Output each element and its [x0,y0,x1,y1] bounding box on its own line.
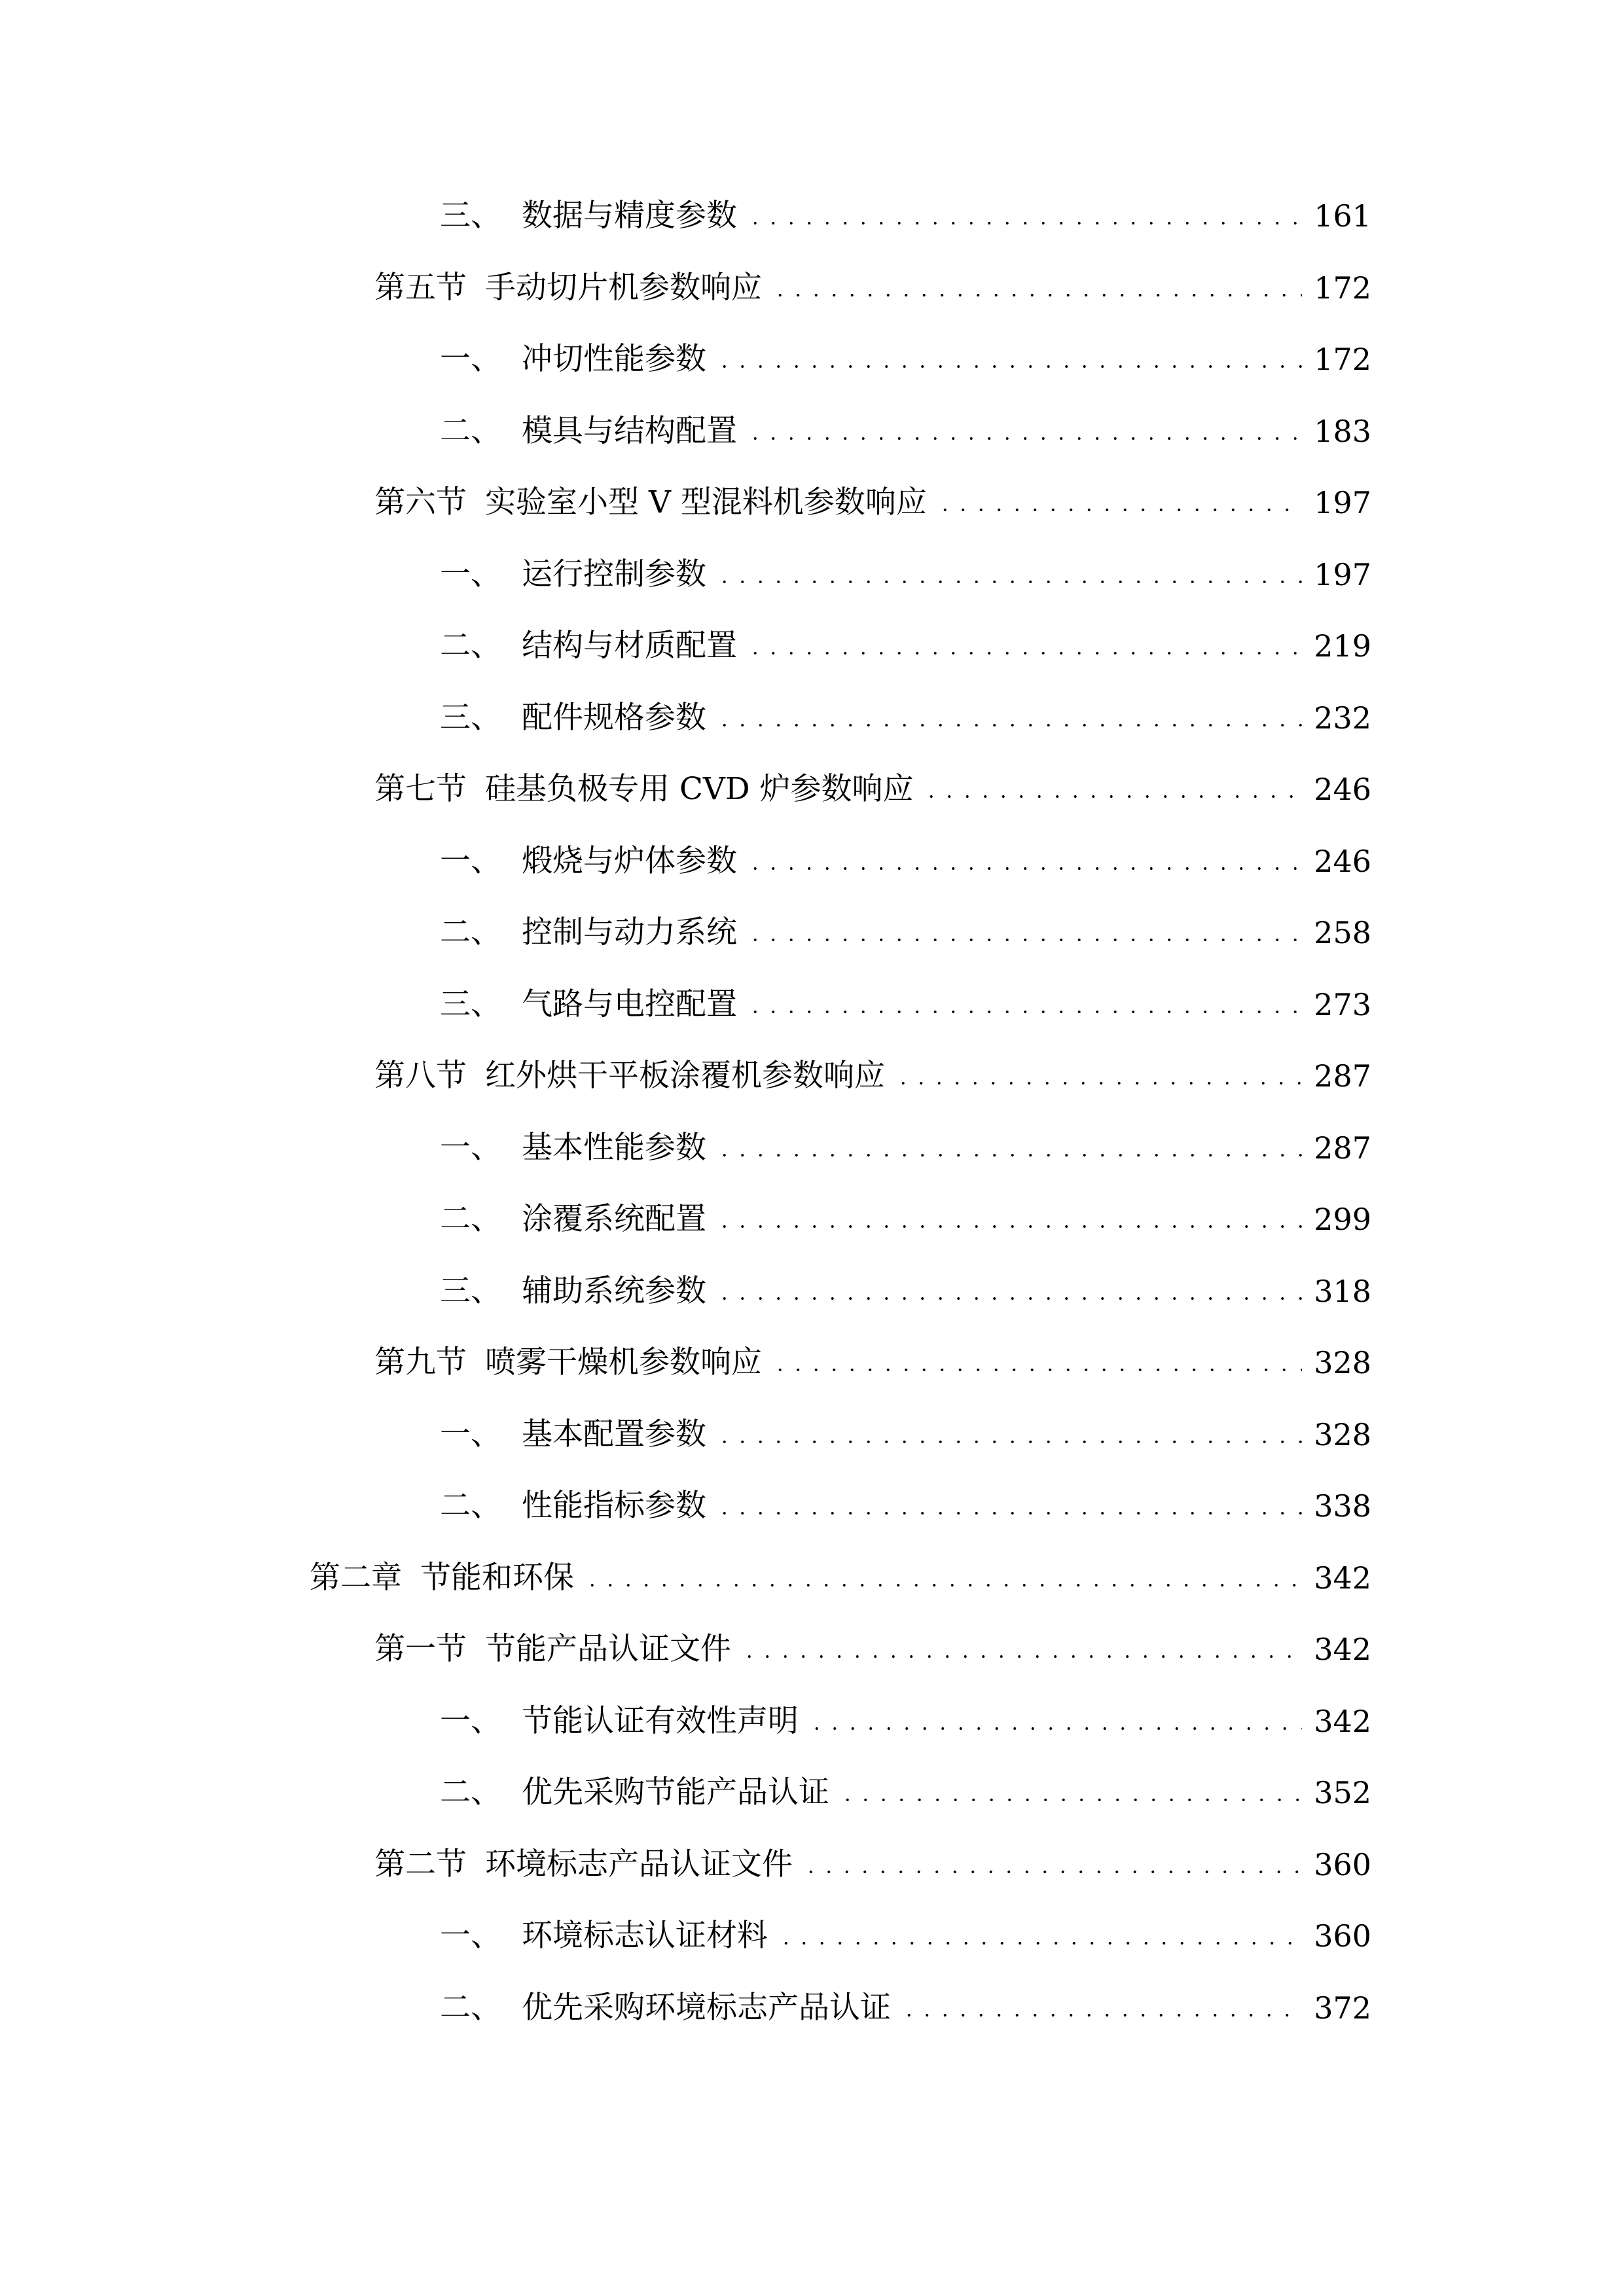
dot-leader [746,1011,1302,1013]
dot-leader [746,652,1302,655]
toc-entry-number: 二、 [440,413,501,449]
toc-entry[interactable] [440,620,1371,672]
toc-entry-title: 数据与精度参数 [522,198,737,234]
toc-entry-page-number: 172 [1314,270,1371,306]
toc-entry-page-number: 197 [1314,557,1371,592]
toc-entry-page-number: 360 [1314,1918,1371,1954]
toc-entry[interactable] [440,1193,1371,1246]
toc-entry-title: 配件规格参数 [522,700,706,736]
toc-entry-title: 喷雾干燥机参数响应 [485,1344,762,1380]
toc-entry-number: 第五节 [374,270,467,306]
toc-entry-page-number: 342 [1314,1560,1371,1596]
toc-entry-page-number: 232 [1314,700,1371,736]
toc-entry-title: 手动切片机参数响应 [485,270,762,306]
toc-entry-title: 控制与动力系统 [522,914,737,950]
toc-entry[interactable] [440,1910,1371,1962]
toc-entry[interactable] [374,262,1371,314]
dot-leader [715,1154,1302,1157]
toc-entry-title: 优先采购节能产品认证 [522,1774,829,1810]
toc-entry-title: 结构与材质配置 [522,628,737,664]
toc-entry-number: 第二节 [374,1846,467,1882]
toc-entry[interactable] [440,1408,1371,1461]
dot-leader [746,222,1302,224]
toc-entry-title: 节能产品认证文件 [485,1631,731,1667]
dot-leader [746,939,1302,941]
dot-leader [715,1512,1302,1515]
toc-entry-number: 第九节 [374,1344,467,1380]
toc-entry-title: 辅助系统参数 [522,1273,706,1309]
toc-entry-number: 三、 [440,700,501,736]
toc-entry-page-number: 183 [1314,414,1371,449]
toc-entry-number: 一、 [440,1918,501,1954]
toc-entry-number: 一、 [440,341,501,377]
toc-entry-title: 涂覆系统配置 [522,1201,706,1237]
toc-entry-number: 二、 [440,1201,501,1237]
dot-leader [715,724,1302,726]
dot-leader [802,1871,1302,1873]
dot-leader [715,365,1302,368]
toc-entry-title: 基本配置参数 [522,1416,706,1452]
toc-entry-title: 红外烘干平板涂覆机参数响应 [485,1058,885,1094]
toc-entry-number: 三、 [440,1273,501,1309]
toc-entry-page-number: 328 [1314,1417,1371,1452]
toc-entry[interactable] [440,190,1371,242]
toc-entry-title: 实验室小型 V 型混料机参数响应 [485,484,927,520]
toc-entry-number: 第六节 [374,484,467,520]
dot-leader [740,1655,1302,1658]
toc-entry-page-number: 287 [1314,1130,1371,1166]
toc-entry[interactable] [374,763,1371,816]
toc-entry-page-number: 287 [1314,1058,1371,1094]
dot-leader [777,1942,1302,1945]
toc-entry-number: 一、 [440,843,501,879]
dot-leader [808,1727,1302,1730]
dot-leader [715,1441,1302,1443]
toc-entry-title: 气路与电控配置 [522,986,737,1022]
toc-entry[interactable] [440,1265,1371,1318]
dot-leader [746,437,1302,440]
toc-entry-page-number: 342 [1314,1632,1371,1667]
toc-entry-number: 第八节 [374,1058,467,1094]
toc-entry-title: 模具与结构配置 [522,413,737,449]
toc-entry-page-number: 246 [1314,772,1371,807]
toc-entry-number: 一、 [440,1703,501,1739]
toc-entry-number: 一、 [440,1130,501,1166]
toc-entry-number: 二、 [440,1774,501,1810]
toc-entry[interactable] [440,1122,1371,1174]
toc-entry-page-number: 360 [1314,1847,1371,1882]
toc-entry-page-number: 318 [1314,1274,1371,1309]
toc-entry-page-number: 246 [1314,844,1371,879]
toc-entry[interactable] [440,333,1371,386]
toc-entry-page-number: 338 [1314,1488,1371,1524]
toc-entry-page-number: 273 [1314,987,1371,1022]
dot-leader [900,2014,1302,2017]
toc-entry-title: 硅基负极专用 CVD 炉参数响应 [485,771,914,807]
toc-entry[interactable] [374,1336,1371,1389]
toc-entry-number: 二、 [440,628,501,664]
toc-entry[interactable] [440,978,1371,1031]
toc-entry-title: 基本性能参数 [522,1130,706,1166]
toc-entry-page-number: 258 [1314,915,1371,950]
dot-leader [715,1297,1302,1300]
toc-entry[interactable] [440,1695,1371,1748]
toc-entry-number: 二、 [440,1488,501,1524]
dot-leader [771,294,1302,296]
toc-entry-page-number: 372 [1314,1990,1371,2026]
toc-entry-title: 环境标志产品认证文件 [485,1846,793,1882]
toc-entry-number: 三、 [440,986,501,1022]
toc-entry-number: 二、 [440,914,501,950]
toc-entry-title: 节能认证有效性声明 [522,1703,799,1739]
dot-leader [839,1799,1302,1801]
toc-entry[interactable] [440,906,1371,959]
toc-entry-page-number: 352 [1314,1775,1371,1810]
toc-entry-title: 煅烧与炉体参数 [522,843,737,879]
toc-entry-number: 二、 [440,1990,501,2026]
toc-entry-title: 运行控制参数 [522,556,706,592]
toc-entry[interactable] [374,1623,1371,1676]
toc-entry-title: 优先采购环境标志产品认证 [522,1990,891,2026]
toc-entry[interactable] [374,1050,1371,1102]
toc-entry-title: 性能指标参数 [522,1488,706,1524]
toc-entry[interactable] [440,692,1371,744]
toc-entry[interactable] [310,1552,1371,1604]
toc-entry[interactable] [440,835,1371,888]
toc-entry-title: 节能和环保 [420,1560,574,1596]
toc-entry-page-number: 342 [1314,1704,1371,1739]
toc-entry-page-number: 328 [1314,1345,1371,1380]
toc-entry-number: 第七节 [374,771,467,807]
dot-leader [715,1225,1302,1228]
toc-entry[interactable] [374,1839,1371,1891]
toc-entry-number: 第二章 [310,1560,402,1596]
toc-entry[interactable] [374,476,1371,529]
toc-entry-page-number: 197 [1314,485,1371,520]
dot-leader [771,1369,1302,1371]
toc-entry-page-number: 299 [1314,1202,1371,1237]
dot-leader [894,1082,1302,1085]
dot-leader [936,509,1302,511]
toc-entry-page-number: 172 [1314,342,1371,377]
toc-entry[interactable] [440,1767,1371,1819]
toc-entry-title: 冲切性能参数 [522,341,706,377]
toc-entry-title: 环境标志认证材料 [522,1918,768,1954]
toc-entry-number: 三、 [440,198,501,234]
toc-entry-number: 一、 [440,1416,501,1452]
dot-leader [583,1584,1302,1587]
dot-leader [715,581,1302,583]
toc-entry[interactable] [440,1480,1371,1532]
toc-entry[interactable] [440,1982,1371,2034]
toc-entry-page-number: 219 [1314,628,1371,664]
toc-entry[interactable] [440,548,1371,601]
toc-entry[interactable] [440,405,1371,457]
toc-entry-number: 一、 [440,556,501,592]
toc-entry-number: 第一节 [374,1631,467,1667]
dot-leader [922,795,1302,798]
dot-leader [746,867,1302,870]
toc-entry-page-number: 161 [1314,198,1371,234]
